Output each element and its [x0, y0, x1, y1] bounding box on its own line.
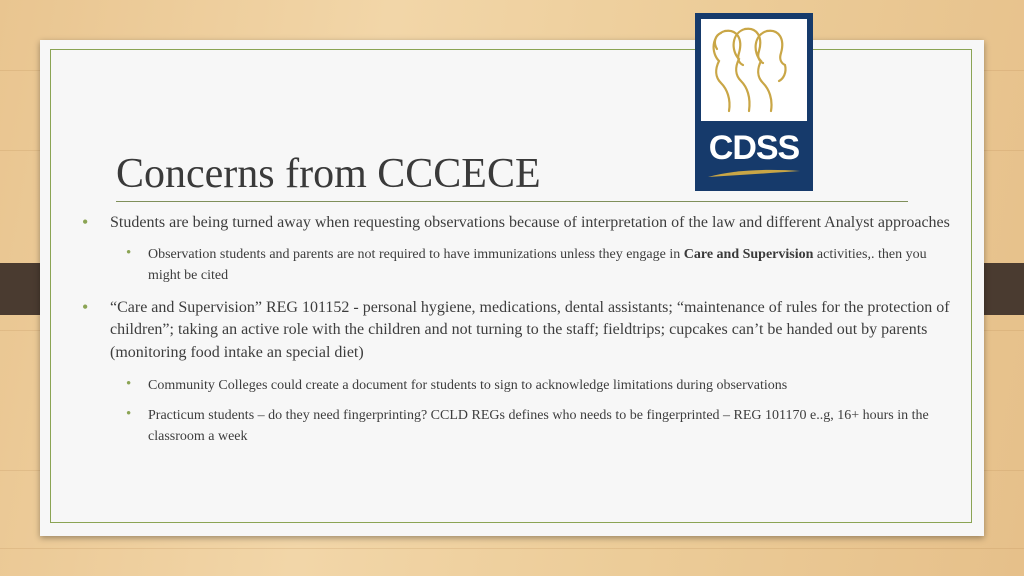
slide-title: Concerns from CCCECE	[116, 151, 541, 197]
bullet-2-text: “Care and Supervision” REG 101152 - personal hygiene, medications, dental assistants; “maintenance of rules for the protection of children”; taking an active role with the children and not turning to the staff; fieldtrips; cupcakes can’t be handed out by parents (monitoring food intake an special diet)	[110, 298, 950, 361]
sub-bullet-2-1	[78, 375, 958, 396]
sub-bullet-2-1-text: Community Colleges could create a document for students to sign to acknowledge limitations during observations	[148, 378, 788, 393]
title-divider	[116, 201, 908, 202]
slide-body	[78, 212, 958, 447]
sub-bullet-1-1-text-bold: Care and Supervision	[683, 246, 814, 262]
sub-bullet-2-2	[78, 405, 958, 447]
bullet-marker: •	[126, 376, 132, 392]
sub-bullet-1-1	[78, 244, 958, 286]
bullet-marker: •	[126, 244, 132, 261]
cdss-logo	[695, 13, 813, 191]
bullet-1-text: Students are being turned away when requesting observations because of interpretation of the law and different Analyst approaches	[110, 214, 950, 231]
sub-bullet-2-2-text: Practicum students – do they need fingerprinting? CCLD REGs defines who needs to be fingerprinted – REG 101170 e..g, 16+ hours in the classroom a week	[148, 408, 929, 444]
logo-text: CDSS	[708, 129, 800, 167]
sub-bullet-1-1-text-post: activities,. then you might be cited	[148, 246, 927, 283]
bullet-1	[78, 212, 958, 235]
logo-swoosh	[706, 167, 802, 179]
sub-bullet-1-1-text-pre: Observation students and parents are not required to have immunizations unless they engage in	[148, 246, 684, 262]
bullet-2	[78, 297, 958, 365]
left-edge-tab	[0, 263, 40, 315]
logo-faces-image	[701, 19, 807, 121]
bullet-marker: •	[82, 212, 89, 232]
slide-card	[40, 40, 984, 536]
bullet-marker: •	[126, 406, 132, 422]
bullet-marker: •	[82, 296, 89, 317]
